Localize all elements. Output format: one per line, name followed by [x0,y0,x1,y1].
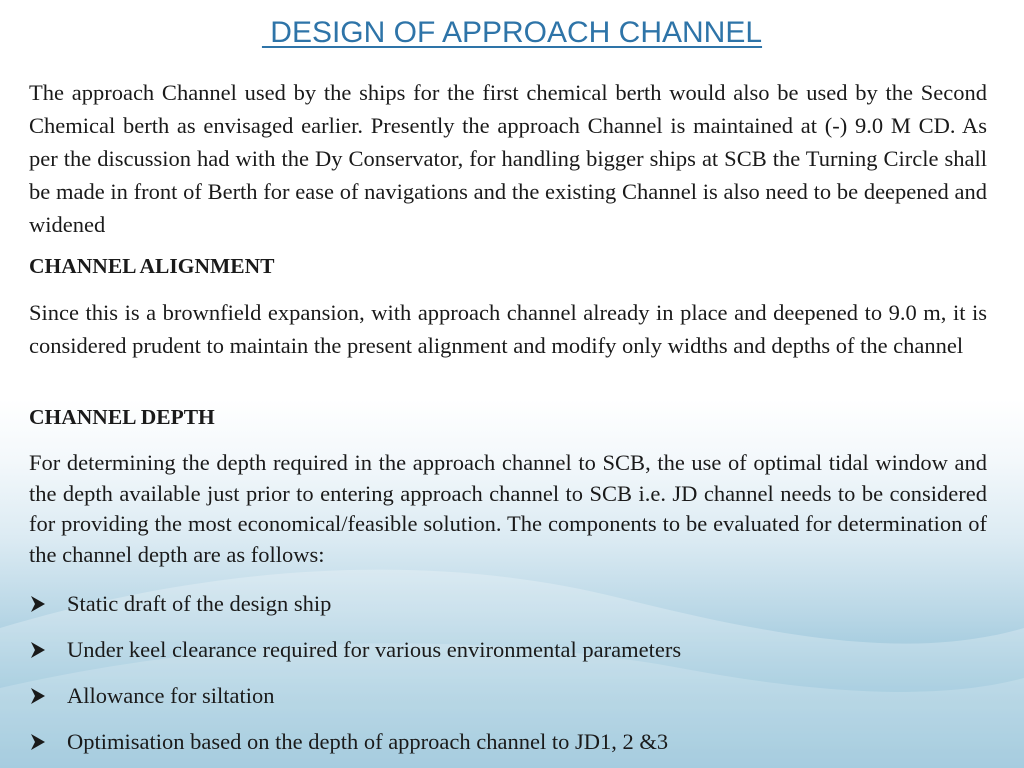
channel-alignment-paragraph: Since this is a brownfield expansion, with approach channel already in place and deepened to 9.0 m, it is considered prudent to maintain the present alignment and modify only widths and depths of the channel [29,300,987,358]
channel-depth-heading: CHANNEL DEPTH [29,405,215,429]
channel-alignment-heading: CHANNEL ALIGNMENT [29,254,275,278]
list-item [29,627,987,673]
list-item [29,719,987,765]
page-title: DESIGN OF APPROACH CHANNEL [261,16,763,49]
arrow-bullet-icon [29,595,67,613]
list-item [29,673,987,719]
list-item-text: Under keel clearance required for various environmental parameters [67,637,682,662]
depth-components-list [29,581,987,765]
arrow-bullet-icon [29,733,67,751]
list-item-text: Optimisation based on the depth of approach channel to JD1, 2 &3 [67,729,669,754]
list-item-text: Allowance for siltation [67,683,275,708]
list-item-text: Static draft of the design ship [67,591,332,616]
arrow-bullet-icon [29,687,67,705]
channel-depth-paragraph: For determining the depth required in the approach channel to SCB, the use of optimal tidal window and the depth available just prior to entering approach channel to SCB i.e. JD channel needs to be considered for providing the most economical/feasible solution. The components to be evaluated for determination of the channel depth are as follows: [29,450,987,567]
intro-paragraph: The approach Channel used by the ships for the first chemical berth would also be used by the Second Chemical berth as envisaged earlier. Presently the approach Channel is maintained at (-) 9.0 M CD. As per the discussion had with the Dy Conservator, for handling bigger ships at SCB the Turning Circle shall be made in front of Berth for ease of navigations and the existing Channel is also need to be deepened and widened [29,80,987,237]
list-item [29,581,987,627]
arrow-bullet-icon [29,641,67,659]
